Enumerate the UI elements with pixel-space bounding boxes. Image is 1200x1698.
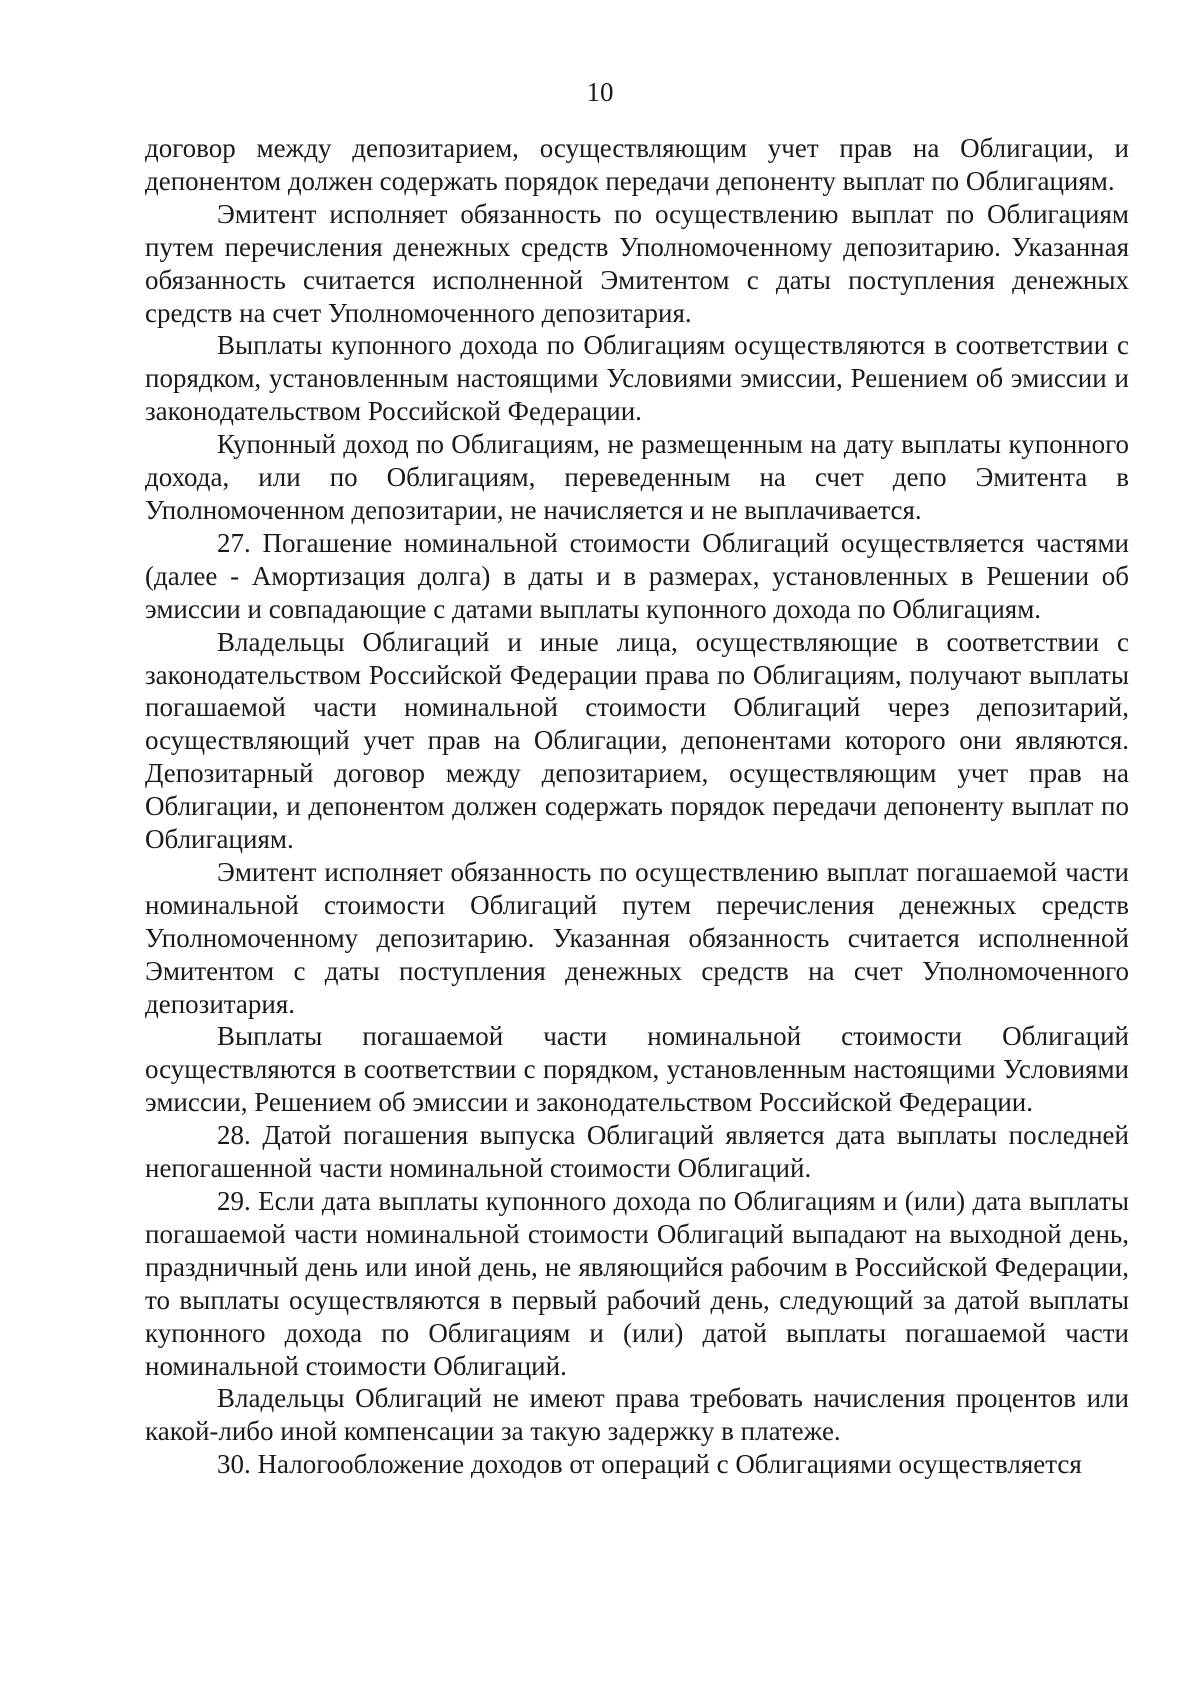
page-number: 10 — [586, 77, 614, 107]
paragraph-3: Выплаты купонного дохода по Облигациям осуществляются в соответствии с порядком, установленным настоящими Условиями эмиссии, Решением об эмиссии и законодательством Российской Федерации. — [145, 330, 1129, 427]
paragraph-7: Эмитент исполняет обязанность по осуществлению выплат погашаемой части номинальной стоимости Облигаций путем перечисления денежных средств Уполномоченному депозитарию. Указанная обязанность считается исполненной Эмитентом с даты поступления денежных средств на счет Уполномоченного депозитария. — [145, 856, 1129, 1019]
paragraph-9-item-28: 28. Датой погашения выпуска Облигаций является дата выплаты последней непогашенной части номинальной стоимости Облигаций. — [145, 1120, 1129, 1184]
paragraph-4: Купонный доход по Облигациям, не размещенным на дату выплаты купонного дохода, или по Облигациям, переведенным на счет депо Эмитента в Уполномоченном депозитарии, не начисляется и не выплачивается. — [145, 429, 1129, 525]
paragraph-11: Владельцы Облигаций не имеют права требовать начисления процентов или какой-либо иной компенсации за такую задержку в платеже. — [145, 1383, 1129, 1447]
document-body — [145, 132, 1129, 1481]
paragraph-6: Владельцы Облигаций и иные лица, осуществляющие в соответствии с законодательством Российской Федерации права по Облигациям, получают выплаты погашаемой части номинальной стоимости Облигаций через депозитарий, осуществляющий учет прав на Облигации, депонентами которого они являются. Депозитарный договор между депозитарием, осуществляющим учет прав на Облигации, и депонентом должен содержать порядок передачи депоненту выплат по Облигациям. — [145, 626, 1129, 855]
paragraph-2: Эмитент исполняет обязанность по осуществлению выплат по Облигациям путем перечисления денежных средств Уполномоченному депозитарию. Указанная обязанность считается исполненной Эмитентом с даты поступления денежных средств на счет Уполномоченного депозитария. — [145, 198, 1129, 328]
paragraph-5-item-27: 27. Погашение номинальной стоимости Облигаций осуществляется частями (далее - Амортизация долга) в даты и в размерах, установленных в Решении об эмиссии и совпадающие с датами выплаты купонного дохода по Облигациям. — [145, 527, 1129, 624]
paragraph-8: Выплаты погашаемой части номинальной стоимости Облигаций осуществляются в соответствии с порядком, установленным настоящими Условиями эмиссии, Решением об эмиссии и законодательством Российской Федерации. — [145, 1021, 1129, 1118]
paragraph-10-item-29: 29. Если дата выплаты купонного дохода по Облигациям и (или) дата выплаты погашаемой части номинальной стоимости Облигаций выпадают на выходной день, праздничный день или иной день, не являющийся рабочим в Российской Федерации, то выплаты осуществляются в первый рабочий день, следующий за датой выплаты купонного дохода по Облигациям и (или) датой выплаты погашаемой части номинальной стоимости Облигаций. — [145, 1186, 1129, 1381]
paragraph-1: договор между депозитарием, осуществляющим учет прав на Облигации, и депонентом должен содержать порядок передачи депоненту выплат по Облигациям. — [145, 133, 1129, 196]
paragraph-12-item-30: 30. Налогообложение доходов от операций с Облигациями осуществляется — [217, 1449, 1082, 1480]
